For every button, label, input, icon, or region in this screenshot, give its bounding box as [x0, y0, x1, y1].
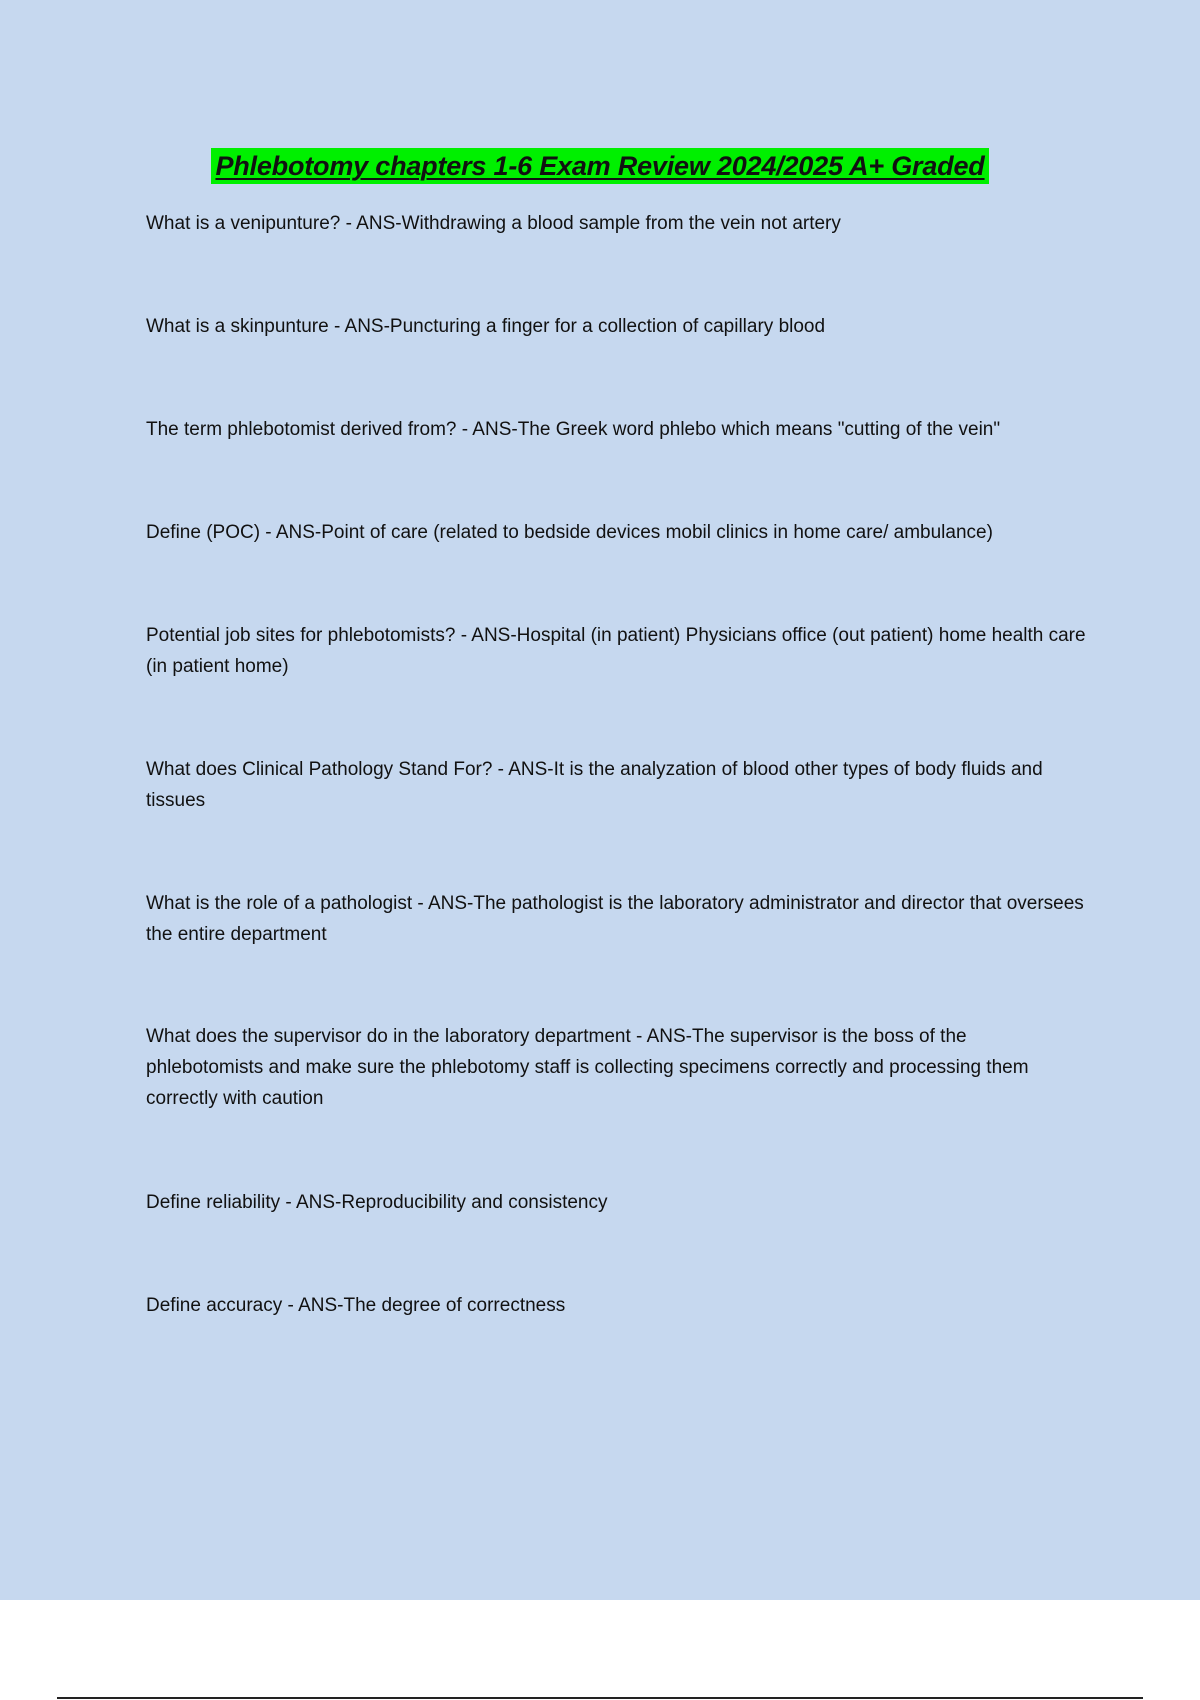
footer-divider — [57, 1697, 1143, 1699]
qa-item-job-sites: Potential job sites for phlebotomists? - ANS-Hospital (in patient) Physicians office (out patient) home health care (in patient home) — [146, 625, 1086, 677]
qa-item-poc: Define (POC) - ANS-Point of care (related to bedside devices mobil clinics in home care/ ambulance) — [146, 522, 993, 543]
qa-item-skinpuncture: What is a skinpunture - ANS-Puncturing a finger for a collection of capillary blood — [146, 316, 826, 337]
qa-item-reliability: Define reliability - ANS-Reproducibility and consistency — [146, 1192, 608, 1213]
title-container — [0, 148, 1200, 184]
qa-item-venipuncture: What is a venipunture? - ANS-Withdrawing a blood sample from the vein not artery — [146, 213, 841, 234]
document-title: Phlebotomy chapters 1-6 Exam Review 2024/2025 A+ Graded — [211, 148, 988, 184]
qa-item-supervisor: What does the supervisor do in the laboratory department - ANS-The supervisor is the boss of the phlebotomists and make sure the phlebotomy staff is collecting specimens correctly and processing them correctly with caution — [146, 1026, 1029, 1109]
qa-item-accuracy: Define accuracy - ANS-The degree of correctness — [146, 1295, 566, 1316]
qa-item-clinical-pathology: What does Clinical Pathology Stand For? - ANS-It is the analyzation of blood other types of body fluids and tissues — [146, 759, 1043, 811]
qa-item-pathologist-role: What is the role of a pathologist - ANS-The pathologist is the laboratory administrator and director that oversees the entire department — [146, 893, 1084, 945]
qa-item-phlebotomist-term: The term phlebotomist derived from? - ANS-The Greek word phlebo which means "cutting of the vein" — [146, 419, 1001, 440]
